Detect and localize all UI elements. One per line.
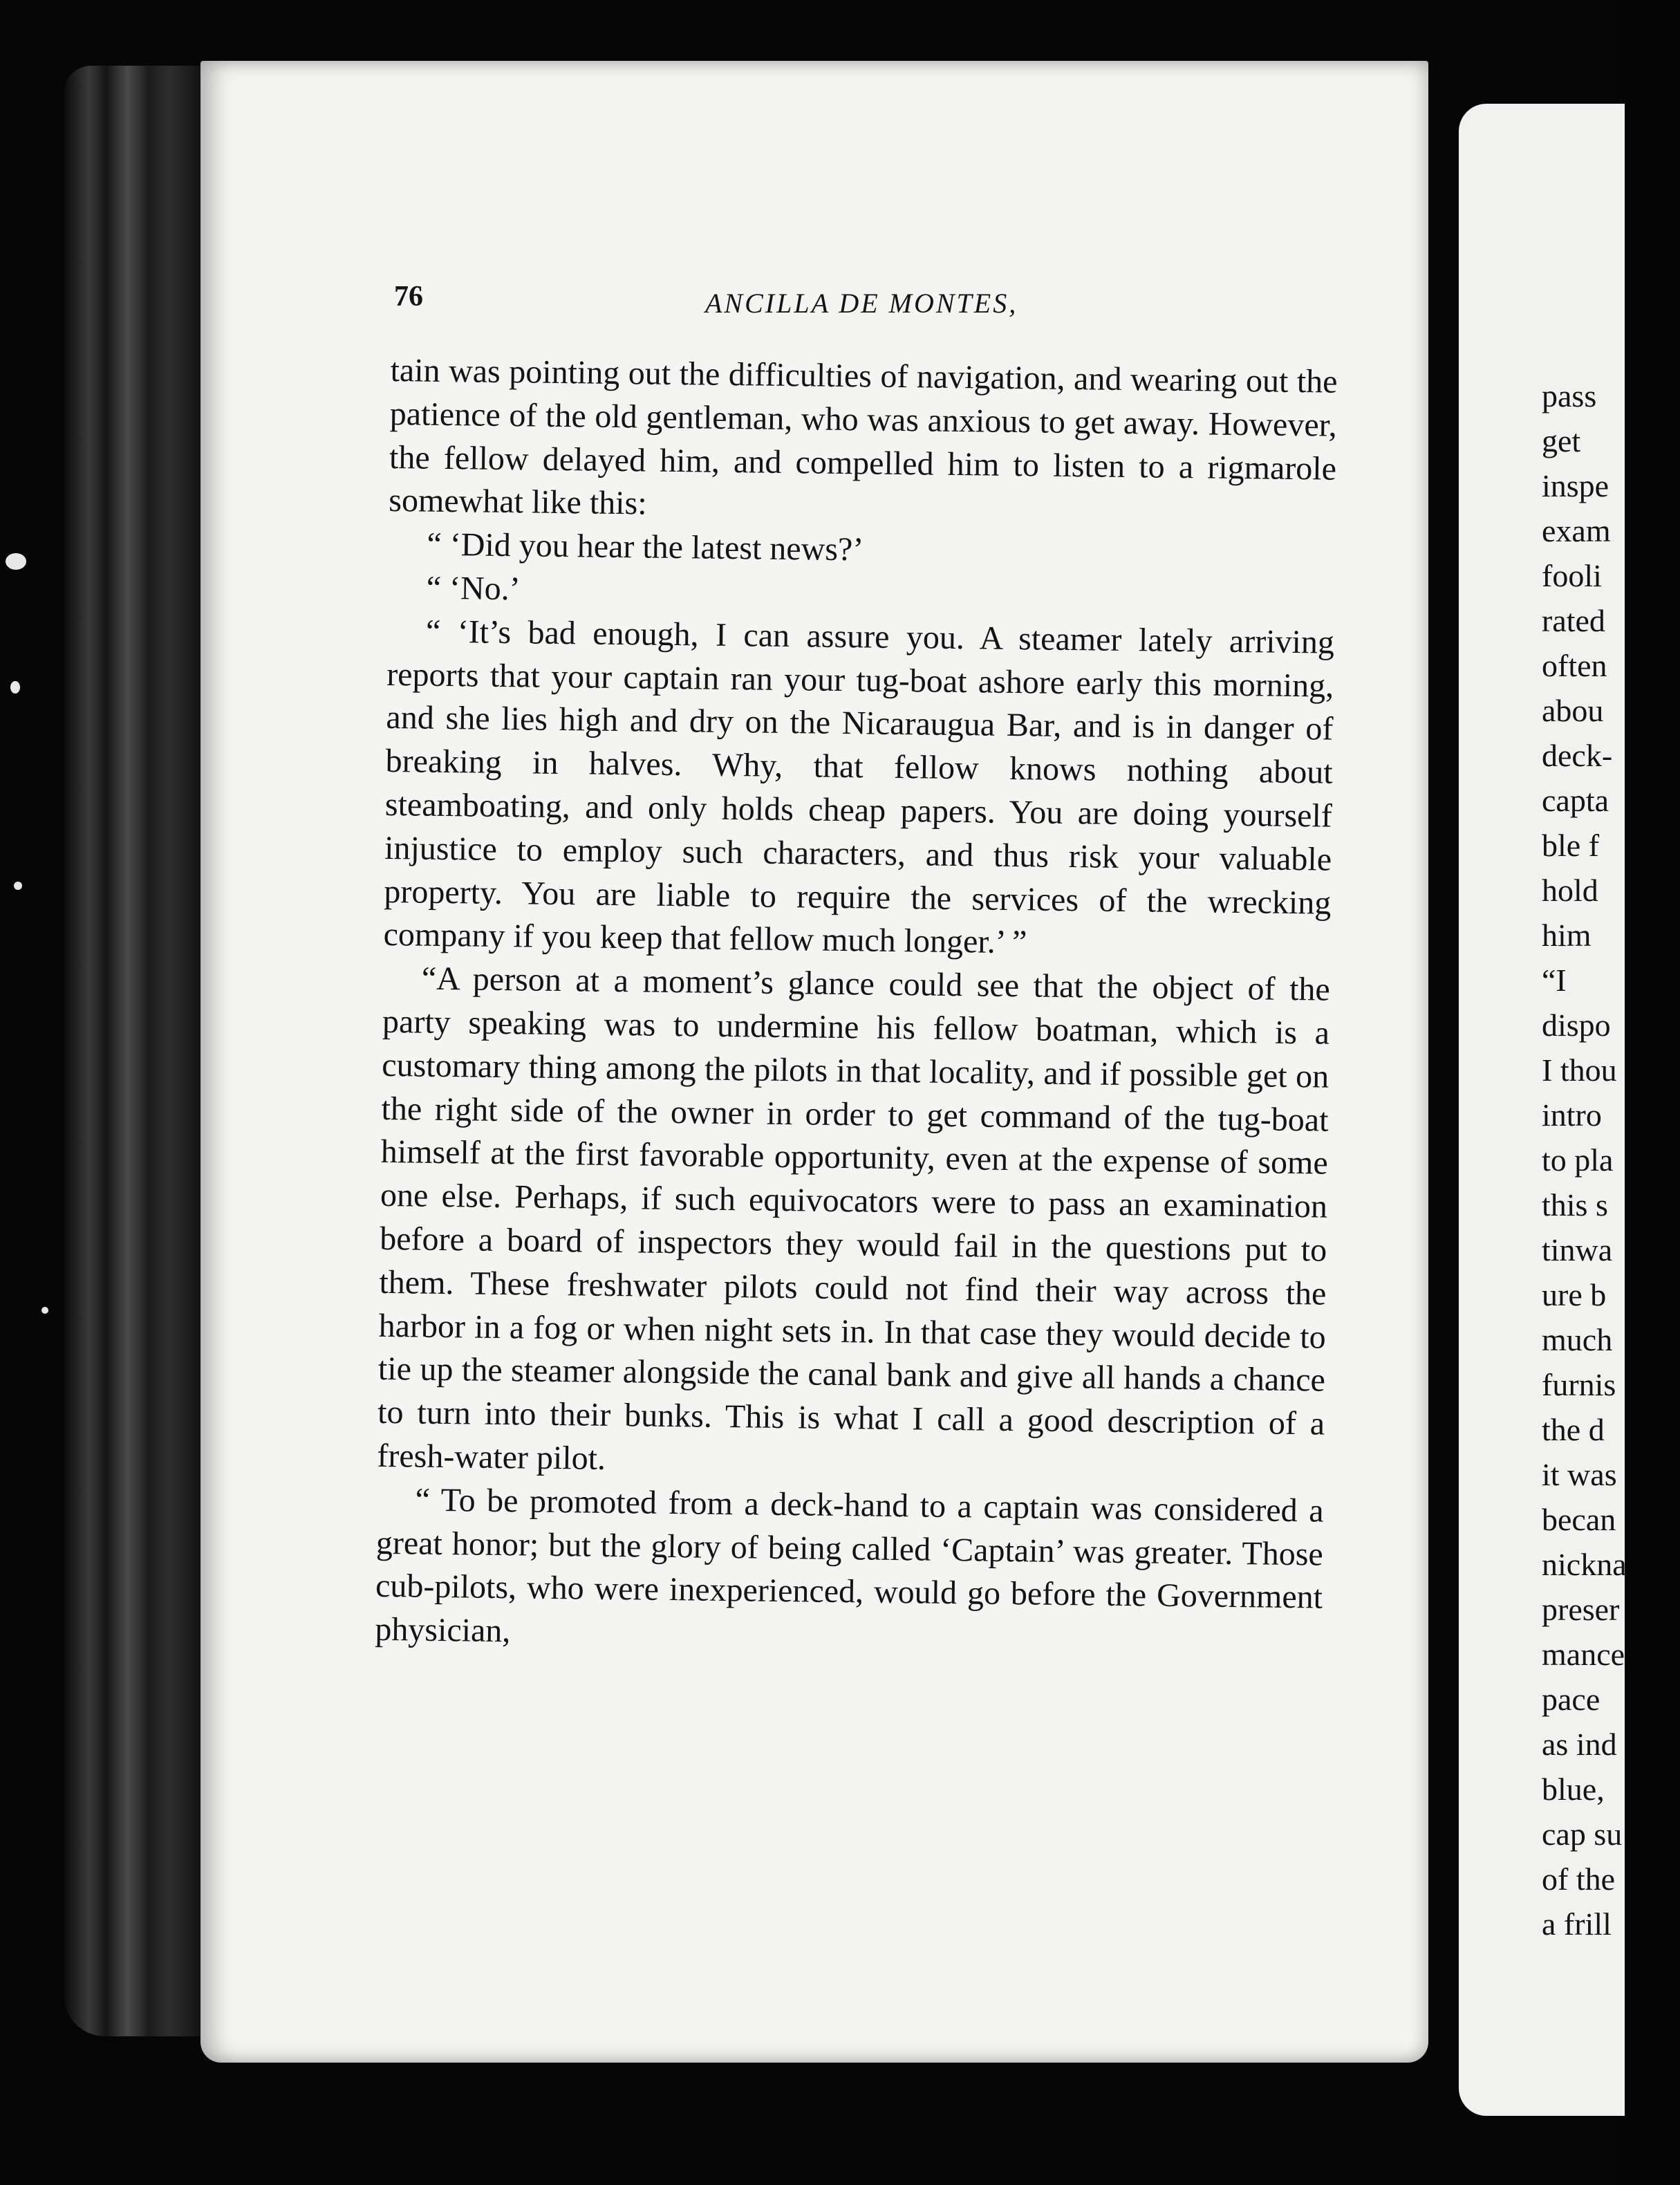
facing-page-line: inspe: [1542, 468, 1609, 503]
facing-page-line: often: [1542, 648, 1607, 683]
facing-page-line: mance: [1542, 1637, 1625, 1672]
facing-page-line: this s: [1542, 1187, 1608, 1222]
facing-page-line: deck-: [1542, 738, 1613, 773]
scan-speck: [41, 1307, 48, 1314]
facing-page-line: the d: [1542, 1412, 1605, 1447]
facing-page-line: ble f: [1542, 828, 1600, 863]
body-text: [375, 349, 1338, 1664]
paragraph: tain was pointing out the difficulties of navigation, and wearing out the patience of the old gentleman, who was anxious to get away. However, the fellow delayed him, and compelled him to listen to a rigmarole somewhat like this:: [389, 351, 1338, 522]
facing-page-line: becan: [1542, 1502, 1616, 1537]
facing-page-line: blue,: [1542, 1772, 1605, 1807]
book-spine-edge: [64, 66, 205, 2036]
paragraph: “A person at a moment’s glance could see that the object of the party speaking was to undermine his fellow boatman, which is a customary thing among the pilots in that locality, and if possible get on the right side of the owner in order to get command of the tug-boat himself at the first favorable opportunity, even at the expense of some one else. Perhaps, if such equivocators were to pass an examination before a board of inspectors they would fail in the questions put to them. These freshwater pilots could not find their way across the harbor in a fog or when night sets in. In that case they would decide to tie up the steamer alongside the canal bank and give all hands a chance to turn into their bunks. This is what I call a good description of a fresh-water pilot.: [377, 960, 1331, 1477]
facing-page-line: dispo: [1542, 1007, 1611, 1043]
page-header: [394, 280, 1348, 328]
paragraph: “ ‘It’s bad enough, I can assure you. A steamer lately arriving reports that your captain ran your tug-boat ashore early this morning, and she lies high and dry on the Nicaraugua Bar, and is in danger of breaking in halves. Why, that fellow knows nothing about steamboating, and only holds cheap papers. You are doing yourself injustice to employ such characters, and thus risk your valuable property. You are liable to require the services of the wrecking company if you keep that fellow much longer.’ ”: [383, 613, 1335, 961]
facing-page-line: fooli: [1542, 558, 1602, 593]
facing-page-line: of the: [1542, 1861, 1616, 1897]
facing-page-text: [1542, 373, 1680, 1946]
facing-page-line: abou: [1542, 693, 1604, 728]
facing-page-line: nickna: [1542, 1547, 1627, 1582]
facing-page: [1459, 104, 1625, 2116]
facing-page-line: hold: [1542, 873, 1598, 908]
facing-page-line: pace: [1542, 1682, 1600, 1717]
running-title: ANCILLA DE MONTES,: [705, 288, 1018, 319]
facing-page-line: tinwa: [1542, 1232, 1613, 1267]
facing-page-line: capta: [1542, 783, 1609, 818]
facing-page-line: ure b: [1542, 1277, 1607, 1312]
scan-speck: [14, 882, 22, 890]
facing-page-line: as ind: [1542, 1727, 1617, 1762]
facing-page-line: a frill: [1542, 1906, 1612, 1942]
facing-page-line: furnis: [1542, 1367, 1616, 1402]
paragraph: “ ‘Did you hear the latest news?’: [427, 526, 864, 568]
facing-page-line: to pla: [1542, 1142, 1614, 1178]
scan-speck: [10, 681, 20, 694]
facing-page-line: preser: [1542, 1592, 1620, 1627]
facing-page-line: get: [1542, 423, 1581, 458]
facing-page-line: exam: [1542, 513, 1611, 548]
paragraph: “ ‘No.’: [426, 569, 521, 608]
facing-page-line: pass: [1542, 378, 1597, 413]
page-number: 76: [394, 281, 423, 313]
facing-page-line: cap su: [1542, 1816, 1623, 1852]
facing-page-line: I thou: [1542, 1052, 1617, 1088]
facing-page-line: much: [1542, 1322, 1613, 1357]
facing-page-line: “I: [1542, 963, 1567, 998]
facing-page-line: it was: [1542, 1457, 1617, 1492]
paragraph: “ To be promoted from a deck-hand to a captain was considered a great honor; but the glory of being called ‘Captain’ was greater. Those cub-pilots, who were inexperienced, would go before the Government physician,: [375, 1481, 1324, 1650]
scan-speck: [6, 553, 26, 570]
facing-page-line: intro: [1542, 1097, 1602, 1133]
facing-page-line: him: [1542, 918, 1592, 953]
facing-page-line: rated: [1542, 603, 1605, 638]
